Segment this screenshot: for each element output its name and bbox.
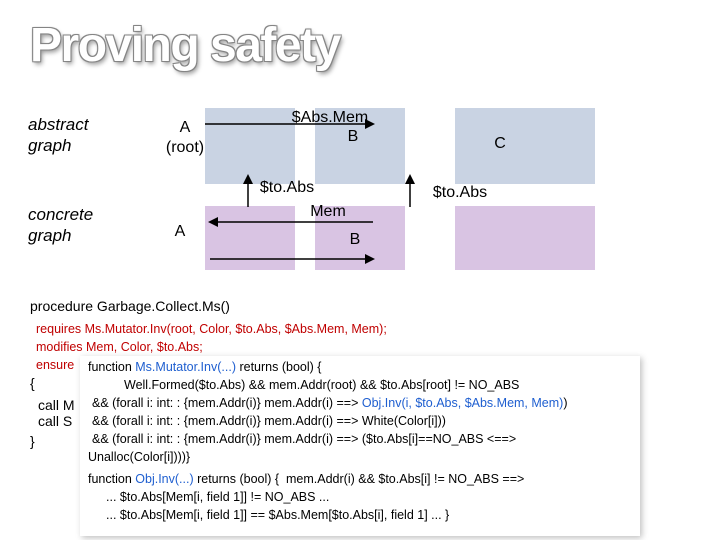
abstract-b-label: B [347, 128, 359, 145]
to-abs-left-label: $to.Abs [259, 179, 315, 196]
call-line-2: call S [38, 413, 73, 429]
abstract-graph-label: abstract graph [28, 115, 89, 155]
ensures-clause: ensure [36, 358, 75, 372]
mutator-inv-fn-name: Ms.Mutator.Inv(...) [135, 360, 236, 374]
concrete-graph-label: concrete graph [28, 205, 94, 245]
slide-title: Proving safety [30, 19, 340, 72]
obj-inv-def-line: function Obj.Inv(...) returns (bool) { mem.Addr(i) && $to.Abs[i] != NO_ABS ==> [88, 472, 525, 486]
to-abs-right-label: $to.Abs [432, 184, 488, 201]
mutator-inv-def-line: function Ms.Mutator.Inv(...) returns (bool) { [88, 360, 322, 374]
requires-clause: requires Ms.Mutator.Inv(root, Color, $to.Abs, $Abs.Mem, Mem); [36, 322, 387, 336]
modifies-clause: modifies Mem, Color, $to.Abs; [36, 340, 203, 354]
concrete-a-label: A [174, 223, 186, 240]
obj-inv-call: Obj.Inv(i, $to.Abs, $Abs.Mem, Mem) [361, 396, 564, 410]
abs-mem-label: $Abs.Mem [291, 109, 369, 126]
popup-line-8: ... $to.Abs[Mem[i, field 1]] != NO_ABS ... [106, 490, 330, 504]
abstract-a-root-label: A (root) [165, 119, 205, 156]
open-brace: { [30, 375, 35, 391]
popup-line-2: Well.Formed($to.Abs) && mem.Addr(root) && $to.Abs[root] != NO_ABS [124, 378, 520, 392]
popup-line-3: && (forall i: int: : {mem.Addr(i)} mem.Addr(i) ==> Obj.Inv(i, $to.Abs, $Abs.Mem, Mem)) [92, 396, 568, 410]
mem-label: Mem [310, 203, 346, 220]
obj-inv-fn-name: Obj.Inv(...) [135, 472, 194, 486]
call-line-1: call M [38, 397, 75, 413]
invariant-popup [80, 356, 640, 536]
popup-line-4: && (forall i: int: : {mem.Addr(i)} mem.Addr(i) ==> White(Color[i])) [92, 414, 446, 428]
concrete-b-label: B [349, 231, 361, 248]
popup-line-9: ... $to.Abs[Mem[i, field 1]] == $Abs.Mem[$to.Abs[i], field 1] ... } [106, 508, 450, 522]
abstract-c-label: C [494, 135, 506, 152]
procedure-header: procedure Garbage.Collect.Ms() [30, 298, 230, 314]
close-brace: } [30, 433, 35, 449]
popup-line-6: Unalloc(Color[i])))} [88, 450, 191, 464]
popup-line-5: && (forall i: int: : {mem.Addr(i)} mem.Addr(i) ==> ($to.Abs[i]==NO_ABS <==> [92, 432, 517, 446]
